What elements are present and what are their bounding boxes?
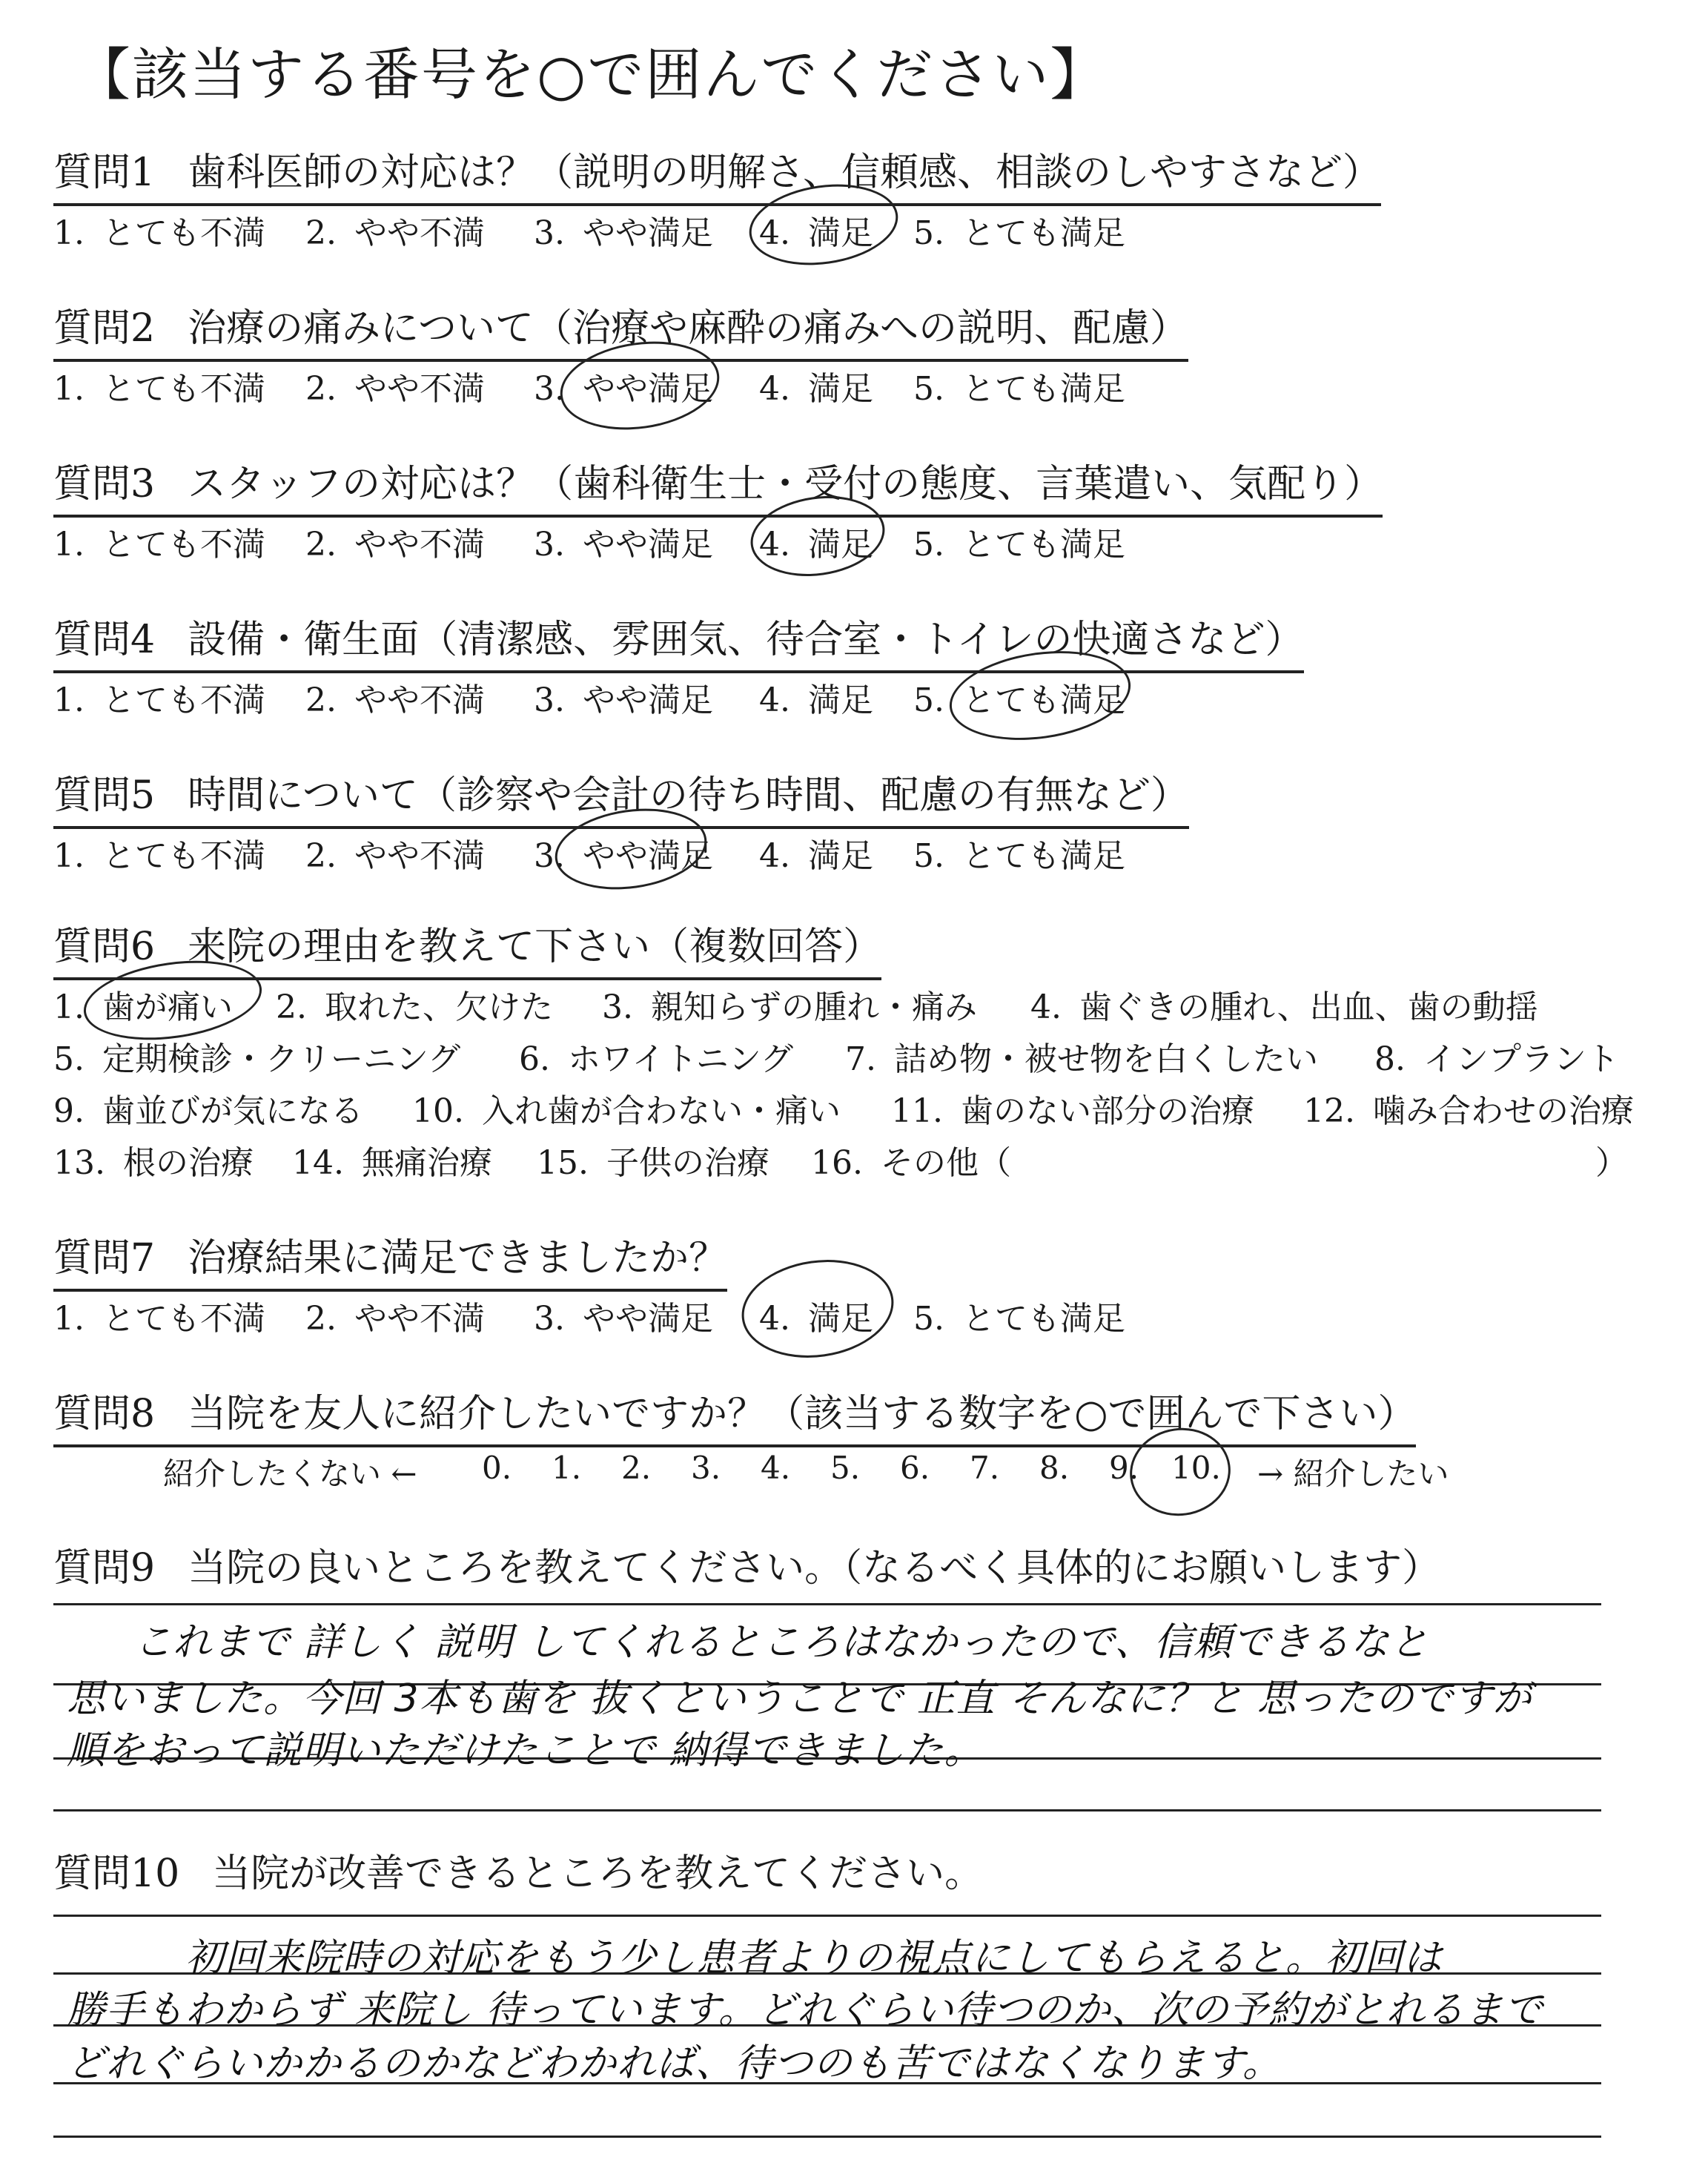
option-3[interactable]: 3. やや満足 bbox=[534, 526, 713, 564]
option-5[interactable]: 5. とても満足 bbox=[913, 370, 1125, 408]
page-title: 【該当する番号を○で囲んでください】 bbox=[74, 42, 1108, 108]
question-7-heading bbox=[53, 1231, 727, 1292]
option-2[interactable]: 2. やや不満 bbox=[305, 526, 485, 564]
question-text: 時間について（診察や会計の待ち時間、配慮の有無など） bbox=[188, 773, 1190, 818]
question-number: 質問7 bbox=[53, 1236, 156, 1281]
option-12[interactable]: 12. 噛み合わせの治療 bbox=[1303, 1092, 1634, 1130]
q10-answer-line-1: 初回来院時の対応をもう少し患者よりの視点にしてもらえると。初回は bbox=[185, 1936, 1443, 1981]
scale-6[interactable]: 6. bbox=[900, 1450, 930, 1486]
question-text: 来院の理由を教えて下さい（複数回答） bbox=[188, 925, 882, 969]
option-4[interactable]: 4. 満足 bbox=[759, 526, 873, 564]
question-5-heading bbox=[53, 768, 1189, 829]
option-2[interactable]: 2. やや不満 bbox=[305, 370, 485, 408]
question-number: 質問9 bbox=[53, 1546, 156, 1591]
question-number: 質問3 bbox=[53, 462, 156, 506]
question-text: スタッフの対応は？（歯科衛生士・受付の態度、言葉遣い、気配り） bbox=[188, 462, 1383, 506]
scale-3[interactable]: 3. bbox=[691, 1450, 721, 1486]
q10-answer-line-2: 勝手もわからず 来院し 待っています。どれぐらい待つのか、次の予約がとれるまで bbox=[67, 1988, 1543, 2032]
option-4[interactable]: 4. 満足 bbox=[759, 214, 873, 252]
option-7[interactable]: 7. 詰め物・被せ物を白くしたい bbox=[845, 1040, 1318, 1078]
other-close-paren: ） bbox=[1595, 1144, 1628, 1182]
q10-answer-line-3: どれぐらいかかるのかなどわかれば、待つのも苦ではなくなります。 bbox=[67, 2041, 1282, 2086]
option-16[interactable]: 16. その他（ bbox=[811, 1144, 1011, 1182]
scale-7[interactable]: 7. bbox=[970, 1450, 1000, 1486]
scale-2[interactable]: 2. bbox=[621, 1450, 652, 1486]
option-10[interactable]: 10. 入れ歯が合わない・痛い bbox=[412, 1092, 841, 1130]
question-number: 質問5 bbox=[53, 773, 156, 818]
question-text: 当院を友人に紹介したいですか？（該当する数字を○で囲んで下さい） bbox=[188, 1392, 1417, 1436]
question-text: 治療結果に満足できましたか？ bbox=[188, 1236, 728, 1281]
question-4-heading bbox=[53, 612, 1304, 673]
question-3-heading bbox=[53, 457, 1383, 518]
option-5[interactable]: 5. とても満足 bbox=[913, 214, 1125, 252]
answer-line bbox=[53, 1809, 1601, 1811]
q9-answer-line-3: 順をおって説明いただけたことで 納得できました。 bbox=[67, 1728, 984, 1773]
option-5[interactable]: 5. とても満足 bbox=[913, 1300, 1125, 1338]
option-3[interactable]: 3. やや満足 bbox=[534, 837, 713, 875]
scale-0[interactable]: 0. bbox=[482, 1450, 512, 1486]
option-15[interactable]: 15. 子供の治療 bbox=[537, 1144, 769, 1182]
scale-right-label: → 紹介したい bbox=[1257, 1456, 1449, 1492]
option-8[interactable]: 8. インプラント bbox=[1374, 1040, 1619, 1078]
option-9[interactable]: 9. 歯並びが気になる bbox=[53, 1092, 363, 1130]
question-text: 治療の痛みについて（治療や麻酔の痛みへの説明、配慮） bbox=[188, 306, 1189, 351]
option-2[interactable]: 2. やや不満 bbox=[305, 1300, 485, 1338]
scale-4[interactable]: 4. bbox=[761, 1450, 791, 1486]
q9-answer-line-1: これまで 詳しく 説明 してくれるところはなかったので、信頼できるなと bbox=[133, 1620, 1429, 1665]
question-2-heading bbox=[53, 301, 1188, 362]
question-number: 質問6 bbox=[53, 925, 156, 969]
option-2[interactable]: 2. やや不満 bbox=[305, 681, 485, 719]
scale-10[interactable]: 10. bbox=[1171, 1450, 1221, 1486]
option-1[interactable]: 1. とても不満 bbox=[53, 837, 265, 875]
question-text: 当院の良いところを教えてください。（なるべく具体的にお願いします） bbox=[188, 1546, 1441, 1591]
scale-9[interactable]: 9. bbox=[1109, 1450, 1139, 1486]
option-3[interactable]: 3. やや満足 bbox=[534, 681, 713, 719]
option-4[interactable]: 4. 満足 bbox=[759, 370, 873, 408]
question-number: 質問2 bbox=[53, 306, 156, 351]
question-number: 質問4 bbox=[53, 618, 156, 662]
option-1[interactable]: 1. とても不満 bbox=[53, 214, 265, 252]
answer-line bbox=[53, 2136, 1601, 2138]
answer-line bbox=[53, 1603, 1601, 1605]
option-1[interactable]: 1. 歯が痛い bbox=[53, 988, 233, 1026]
option-3[interactable]: 3. やや満足 bbox=[534, 1300, 713, 1338]
option-5[interactable]: 5. とても満足 bbox=[913, 681, 1125, 719]
option-3[interactable]: 3. やや満足 bbox=[534, 214, 713, 252]
question-8-heading bbox=[53, 1387, 1416, 1447]
option-1[interactable]: 1. とても不満 bbox=[53, 1300, 265, 1338]
scale-1[interactable]: 1. bbox=[552, 1450, 582, 1486]
question-text: 設備・衛生面（清潔感、雰囲気、待合室・トイレの快適さなど） bbox=[188, 618, 1304, 662]
question-1-heading bbox=[53, 145, 1381, 206]
option-3[interactable]: 3. 親知らずの腫れ・痛み bbox=[602, 988, 977, 1026]
question-text: 当院が改善できるところを教えてください。 bbox=[212, 1852, 984, 1896]
question-number: 質問8 bbox=[53, 1392, 156, 1436]
option-14[interactable]: 14. 無痛治療 bbox=[292, 1144, 492, 1182]
option-1[interactable]: 1. とても不満 bbox=[53, 681, 265, 719]
scale-left-label: 紹介したくない ← bbox=[163, 1456, 417, 1492]
option-13[interactable]: 13. 根の治療 bbox=[53, 1144, 254, 1182]
option-5[interactable]: 5. とても満足 bbox=[913, 837, 1125, 875]
option-1[interactable]: 1. とても不満 bbox=[53, 370, 265, 408]
option-5[interactable]: 5. 定期検診・クリーニング bbox=[53, 1040, 461, 1078]
question-text: 歯科医師の対応は？（説明の明解さ、信頼感、相談のしやすさなど） bbox=[188, 151, 1382, 195]
option-2[interactable]: 2. 取れた、欠けた bbox=[276, 988, 553, 1026]
option-4[interactable]: 4. 歯ぐきの腫れ、出血、歯の動揺 bbox=[1030, 988, 1538, 1026]
question-6-heading bbox=[53, 919, 881, 980]
q9-answer-line-2: 思いました。今回 3本も歯を 抜くということで 正直 そんなに？と 思ったのですが bbox=[67, 1677, 1532, 1721]
question-number: 質問1 bbox=[53, 151, 156, 195]
answer-line bbox=[53, 1915, 1601, 1917]
option-4[interactable]: 4. 満足 bbox=[759, 1300, 873, 1338]
question-number: 質問10 bbox=[53, 1852, 180, 1896]
question-9-heading bbox=[53, 1541, 1440, 1599]
question-10-heading bbox=[53, 1846, 983, 1904]
option-2[interactable]: 2. やや不満 bbox=[305, 837, 485, 875]
option-11[interactable]: 11. 歯のない部分の治療 bbox=[891, 1092, 1254, 1130]
option-4[interactable]: 4. 満足 bbox=[759, 681, 873, 719]
option-1[interactable]: 1. とても不満 bbox=[53, 526, 265, 564]
scale-5[interactable]: 5. bbox=[830, 1450, 861, 1486]
option-5[interactable]: 5. とても満足 bbox=[913, 526, 1125, 564]
option-4[interactable]: 4. 満足 bbox=[759, 837, 873, 875]
option-6[interactable]: 6. ホワイトニング bbox=[519, 1040, 794, 1078]
option-3[interactable]: 3. やや満足 bbox=[534, 370, 713, 408]
option-2[interactable]: 2. やや不満 bbox=[305, 214, 485, 252]
scale-8[interactable]: 8. bbox=[1039, 1450, 1070, 1486]
